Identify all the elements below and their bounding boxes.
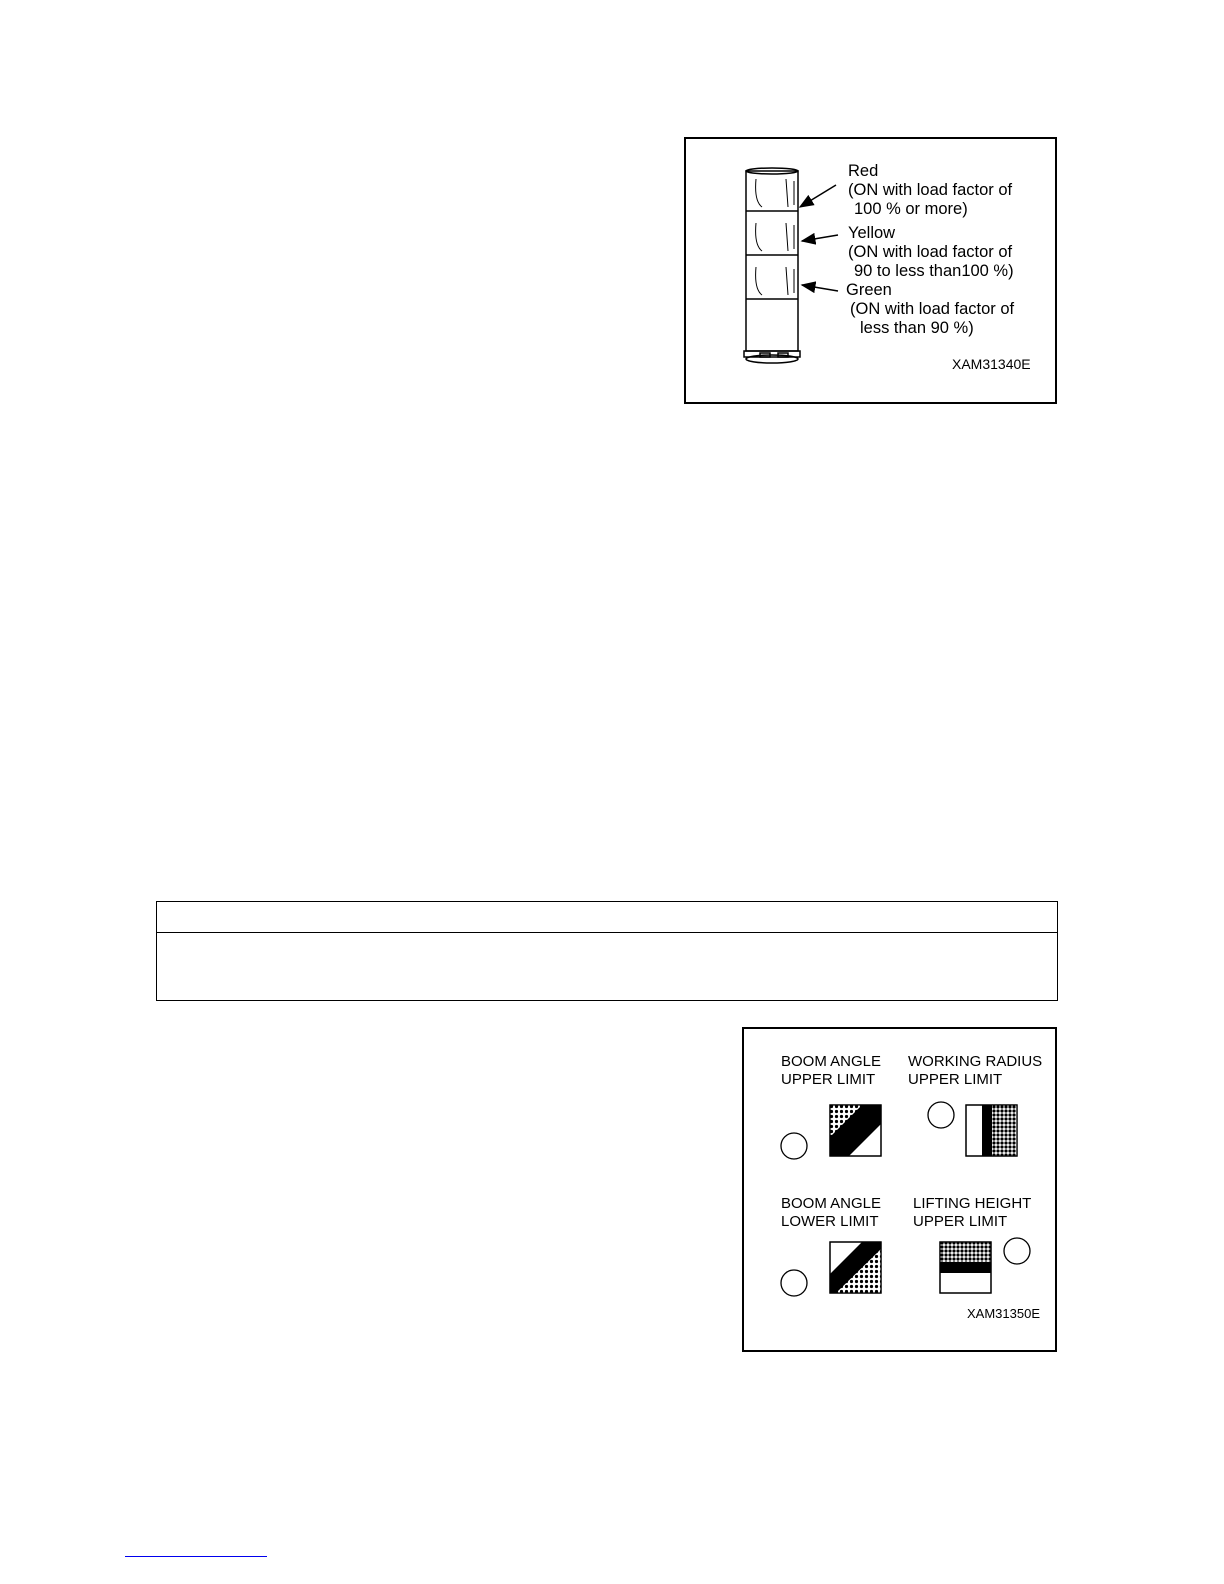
figure-code: XAM31350E bbox=[967, 1306, 1040, 1321]
figure-code: XAM31340E bbox=[952, 356, 1031, 372]
yellow-description-line1: (ON with load factor of bbox=[848, 243, 1013, 261]
lifting-height-label-line2: UPPER LIMIT bbox=[913, 1213, 1008, 1230]
green-description-line2: less than 90 %) bbox=[860, 319, 974, 337]
yellow-label: Yellow bbox=[848, 224, 896, 242]
limit-indicator-figure bbox=[742, 1027, 1057, 1352]
working-radius-upper-limit-icon bbox=[928, 1102, 1017, 1156]
red-label: Red bbox=[848, 162, 879, 180]
working-radius-label-line2: UPPER LIMIT bbox=[908, 1071, 1003, 1088]
boom-angle-upper-limit-icon bbox=[781, 1105, 881, 1159]
signal-lamp-figure bbox=[684, 137, 1057, 404]
boom-angle-lower-limit-icon bbox=[781, 1242, 881, 1296]
footer-link-underline[interactable] bbox=[125, 1556, 267, 1557]
green-description-line1: (ON with load factor of bbox=[850, 300, 1015, 318]
boom-angle-lower-label-line2: LOWER LIMIT bbox=[781, 1213, 879, 1230]
boom-angle-lower-label-line1: BOOM ANGLE bbox=[781, 1195, 882, 1212]
lifting-height-upper-limit-icon bbox=[940, 1238, 1030, 1293]
green-label: Green bbox=[846, 281, 892, 299]
boom-angle-upper-label-line2: UPPER LIMIT bbox=[781, 1071, 876, 1088]
red-description-line2: 100 % or more) bbox=[854, 200, 968, 218]
boom-angle-upper-label-line1: BOOM ANGLE bbox=[781, 1053, 882, 1070]
notice-box bbox=[156, 901, 1058, 1001]
working-radius-label-line1: WORKING RADIUS bbox=[908, 1053, 1043, 1070]
yellow-description-line2: 90 to less than100 %) bbox=[854, 262, 1014, 280]
red-description-line1: (ON with load factor of bbox=[848, 181, 1013, 199]
signal-tower-icon bbox=[744, 168, 800, 363]
lifting-height-label-line1: LIFTING HEIGHT bbox=[913, 1195, 1032, 1212]
notice-divider bbox=[157, 932, 1057, 933]
